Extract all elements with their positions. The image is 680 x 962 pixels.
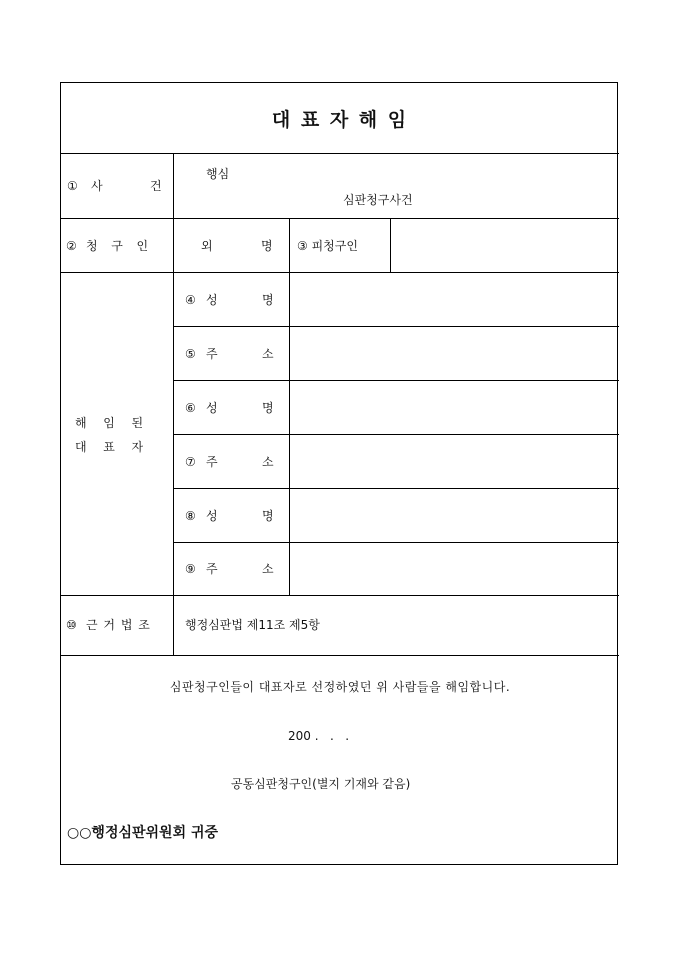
case-label-b: 건 (150, 179, 162, 193)
row-label-a: 주 (206, 347, 218, 361)
respondent-label: ③ 피청구인 (297, 239, 358, 253)
dismissed-label-line1: 해 임 된 (75, 416, 147, 430)
divider (61, 218, 619, 219)
claimant-label: 청 구 인 (86, 239, 151, 253)
divider (61, 272, 619, 273)
row-num: ⑦ (185, 455, 196, 469)
divider (61, 595, 619, 596)
divider (173, 380, 619, 381)
row-label-a: 성 (206, 509, 218, 523)
legal-basis-label-num: ⑩ (66, 618, 77, 632)
signer-line: 공동심판청구인(별지 기재와 같음) (231, 777, 411, 791)
claimant-value-a: 외 (201, 239, 213, 253)
case-number-prefix: 행심 (206, 167, 230, 181)
row-label-a: 주 (206, 455, 218, 469)
row-label-b: 소 (262, 562, 274, 576)
legal-basis-value: 행정심판법 제11조 제5항 (185, 618, 320, 632)
row-num: ⑤ (185, 347, 196, 361)
divider (173, 488, 619, 489)
recipient-line: ○○행정심판위원회 귀중 (67, 825, 219, 841)
divider (173, 434, 619, 435)
row-label-b: 소 (262, 455, 274, 469)
case-type: 심판청구사건 (343, 193, 413, 207)
column-divider (289, 218, 290, 595)
row-num: ⑨ (185, 562, 196, 576)
row-num: ⑧ (185, 509, 196, 523)
column-divider (390, 218, 391, 272)
claimant-label-num: ② (66, 239, 77, 253)
dismissal-statement: 심판청구인들이 대표자로 선정하였던 위 사람들을 해임합니다. (169, 680, 511, 694)
dismissal-form (60, 82, 618, 865)
row-label-b: 소 (262, 347, 274, 361)
divider (61, 655, 619, 656)
column-divider (173, 153, 174, 655)
row-label-b: 명 (262, 509, 274, 523)
form-title: 대 표 자 해 임 (271, 109, 409, 131)
case-label-num: ① (67, 179, 78, 193)
legal-basis-label: 근 거 법 조 (86, 618, 151, 632)
row-label-a: 주 (206, 562, 218, 576)
claimant-value-b: 명 (261, 239, 273, 253)
row-label-a: 성 (206, 401, 218, 415)
row-label-a: 성 (206, 293, 218, 307)
row-label-b: 명 (262, 401, 274, 415)
row-label-b: 명 (262, 293, 274, 307)
dismissed-label-line2: 대 표 자 (75, 440, 147, 454)
row-num: ⑥ (185, 401, 196, 415)
case-label-a: 사 (91, 179, 103, 193)
divider (61, 153, 619, 154)
divider (173, 542, 619, 543)
divider (173, 326, 619, 327)
date-line: 200 . . . (288, 729, 350, 743)
row-num: ④ (185, 293, 196, 307)
